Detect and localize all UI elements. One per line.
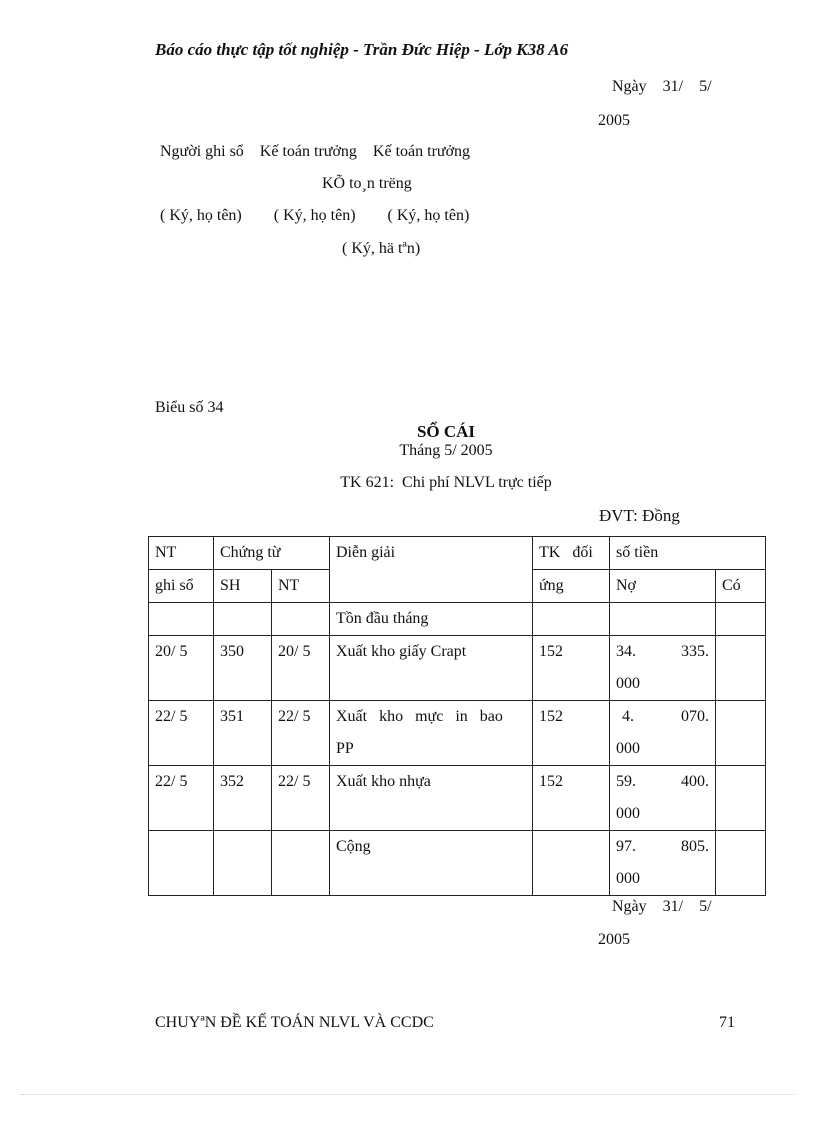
form-number: Biểu số 34: [155, 399, 224, 416]
row-description: Xuất kho nhựa: [330, 766, 533, 831]
row-nt: 20/ 5: [272, 636, 330, 701]
row-sh: 351: [214, 701, 272, 766]
row-debit: 59. 400. 000: [610, 766, 716, 831]
row-account: 152: [533, 766, 610, 831]
total-debit: 97. 805. 000: [610, 831, 716, 896]
row-date: 22/ 5: [149, 701, 214, 766]
table-row: [149, 701, 766, 766]
row-credit: [716, 766, 766, 831]
table-header-row: [149, 537, 766, 570]
signature-labels: ( Ký, họ tên) ( Ký, họ tên) ( Ký, họ tên): [160, 207, 470, 224]
bottom-date-line1: Ngày 31/ 5/: [612, 898, 712, 915]
row-nt: 22/ 5: [272, 766, 330, 831]
row-sh: 350: [214, 636, 272, 701]
header-date-line2: ghi sổ: [149, 570, 214, 603]
row-date: 22/ 5: [149, 766, 214, 831]
ledger-table: [148, 536, 766, 896]
table-row: [149, 636, 766, 701]
currency-unit: ĐVT: Đồng: [599, 506, 680, 525]
bottom-date-line2: 2005: [598, 931, 630, 948]
opening-balance-label: Tồn đầu tháng: [330, 603, 533, 636]
row-sh: 352: [214, 766, 272, 831]
row-debit: 34. 335. 000: [610, 636, 716, 701]
header-sh: SH: [214, 570, 272, 603]
header-credit: Có: [716, 570, 766, 603]
signature-label-garbled: ( Ký, hä tªn): [342, 240, 421, 257]
total-label: Cộng: [330, 831, 533, 896]
row-description: Xuất kho mực in bao PP: [330, 701, 533, 766]
header-amount: số tiền: [610, 537, 766, 570]
report-header: Báo cáo thực tập tốt nghiệp - Trần Đức Hiệp - Lớp K38 A6: [155, 40, 569, 59]
signature-roles: Người ghi sổ Kế toán trưởng Kế toán trưởng: [160, 143, 471, 160]
table-total-row: [149, 831, 766, 896]
row-credit: [716, 636, 766, 701]
header-description: Diễn giải: [330, 537, 533, 603]
ledger-title: SỔ CÁI: [416, 422, 476, 441]
ledger-account: TK 621: Chi phí NLVL trực tiếp: [340, 474, 552, 491]
row-credit: [716, 701, 766, 766]
header-account-line1: TK đối: [539, 544, 593, 561]
top-date-line1: Ngày 31/ 5/: [612, 78, 712, 95]
top-date-line2: 2005: [598, 112, 630, 129]
table-row: [149, 603, 766, 636]
page-divider: [20, 1094, 796, 1095]
header-debit: Nợ: [610, 570, 716, 603]
row-account: 152: [533, 636, 610, 701]
row-account: 152: [533, 701, 610, 766]
ledger-month: Tháng 5/ 2005: [399, 442, 493, 459]
signature-role-garbled: KÕ to¸n trëng: [322, 175, 412, 192]
header-document: Chứng từ: [214, 537, 330, 570]
header-nt: NT: [272, 570, 330, 603]
header-account: [533, 537, 610, 570]
row-description: Xuất kho giấy Crapt: [330, 636, 533, 701]
page-number: 71: [719, 1014, 735, 1031]
row-nt: 22/ 5: [272, 701, 330, 766]
row-debit: 4. 070. 000: [610, 701, 716, 766]
row-date: 20/ 5: [149, 636, 214, 701]
header-account-line2: ứng: [533, 570, 610, 603]
table-row: [149, 766, 766, 831]
page-footer: CHUYªN ĐỀ KẾ TOÁN NLVL VÀ CCDC: [155, 1014, 434, 1031]
header-date: NT: [149, 537, 214, 570]
